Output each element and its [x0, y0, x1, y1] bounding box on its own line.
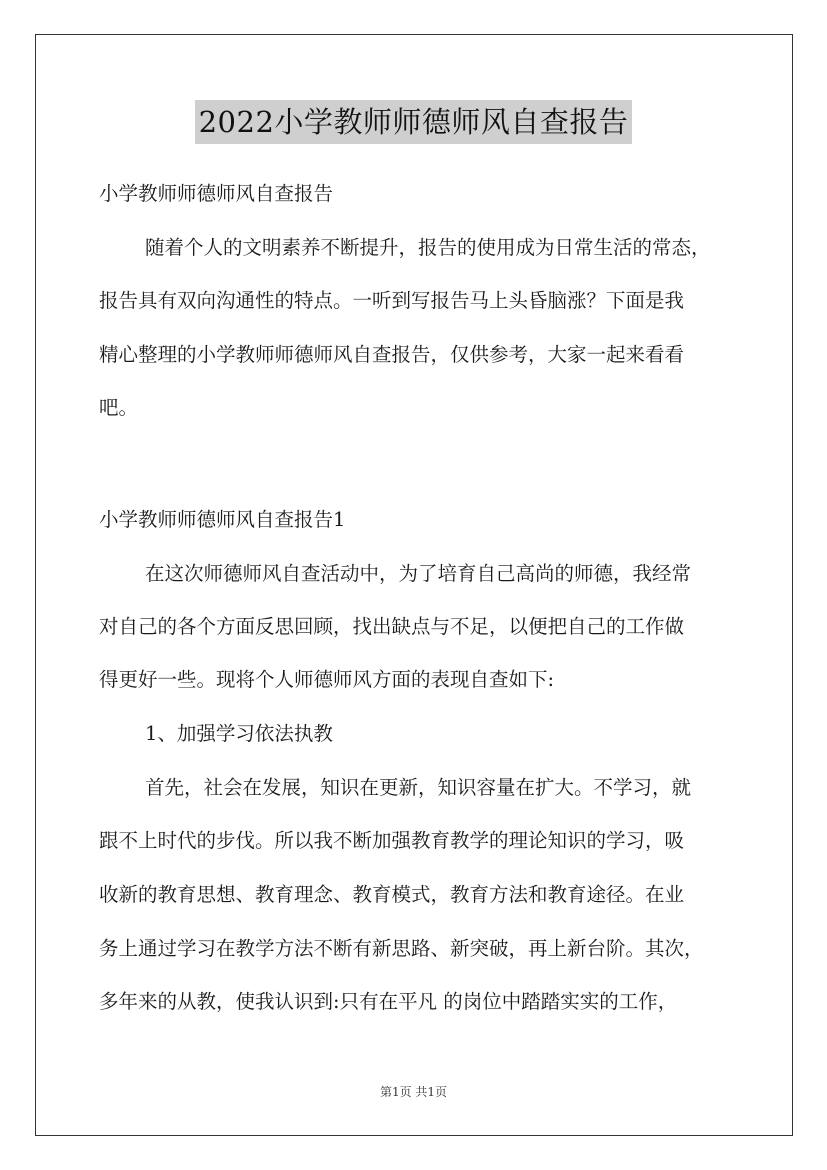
- item-heading: 1、加强学习依法执教: [145, 722, 333, 745]
- page-number-label: 第1页 共1页: [379, 1085, 448, 1099]
- document-title: 2022小学教师师德师风自查报告: [195, 100, 633, 144]
- section-line: 在这次师德师风自查活动中，为了培育自己高尚的师德，我经常: [145, 562, 692, 585]
- section-line: 对自己的各个方面反思回顾，找出缺点与不足，以便把自己的工作做: [99, 615, 685, 638]
- section-heading: 小学教师师德师风自查报告1: [99, 508, 346, 531]
- title-container: [0, 100, 827, 144]
- item-line: 多年来的从教，使我认识到:只有在平凡 的岗位中踏踏实实的工作，: [99, 990, 678, 1013]
- item-line: 收新的教育思想、教育理念、教育模式，教育方法和教育途径。在业: [99, 883, 685, 906]
- item-line: 跟不上时代的步伐。所以我不断加强教育教学的理论知识的学习，吸: [99, 829, 685, 852]
- intro-line: 吧。: [99, 396, 139, 419]
- document-subtitle: 小学教师师德师风自查报告: [99, 182, 334, 205]
- intro-line: 随着个人的文明素养不断提升，报告的使用成为日常生活的常态，: [145, 236, 711, 259]
- page-footer: [0, 1083, 827, 1100]
- item-line: 首先，社会在发展，知识在更新，知识容量在扩大。不学习，就: [145, 776, 692, 799]
- intro-line: 报告具有双向沟通性的特点。一听到写报告马上头昏脑涨？下面是我: [99, 289, 685, 312]
- intro-line: 精心整理的小学教师师德师风自查报告，仅供参考，大家一起来看看: [99, 343, 685, 366]
- section-line: 得更好一些。现将个人师德师风方面的表现自查如下:: [99, 668, 555, 691]
- item-line: 务上通过学习在教学方法不断有新思路、新突破，再上新台阶。其次，: [99, 937, 704, 960]
